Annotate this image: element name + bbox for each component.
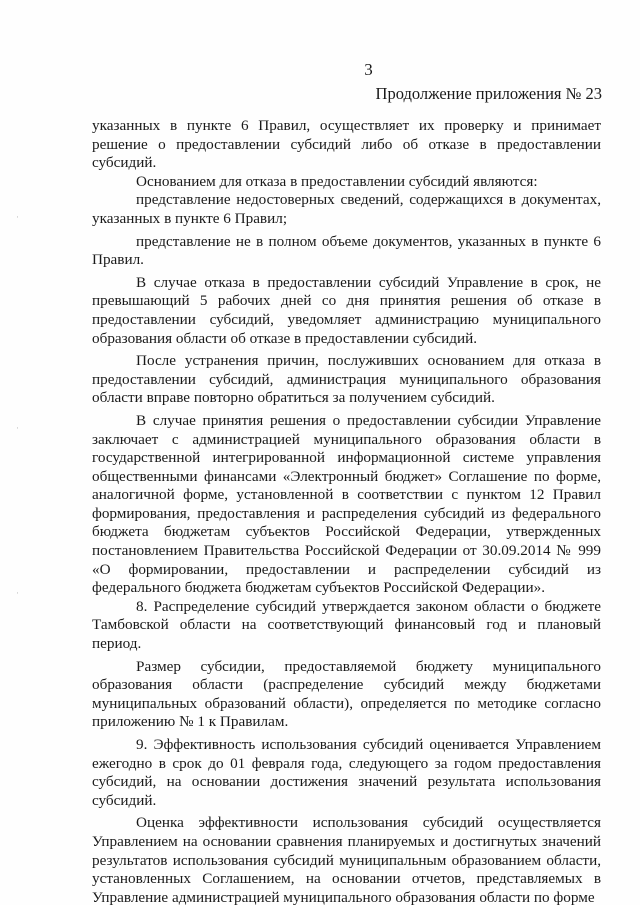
paragraph: 8. Распределение субсидий утверждается законом области о бюджете Тамбовской области на соответствующий финансовый год и плановый период. xyxy=(92,597,601,653)
paragraph: представление не в полном объеме документов, указанных в пункте 6 Правил. xyxy=(92,232,601,269)
paragraph: Размер субсидии, предоставляемой бюджету муниципального образования области (распределение субсидий между бюджетами муниципальных образований области), определяется по методике согласно приложению № 1 к Правилам. xyxy=(92,657,601,731)
paragraph: В случае отказа в предоставлении субсидий Управление в срок, не превышающий 5 рабочих дней со дня принятия решения об отказе в предоставлении субсидий, уведомляет администрацию муниципального образования области об отказе в предоставлении субсидий. xyxy=(92,273,601,347)
paragraph: представление недостоверных сведений, содержащихся в документах, указанных в пункте 6 Правил; xyxy=(92,191,601,227)
paragraph: Оценка эффективности использования субсидий осуществляется Управлением на основании сравнения планируемых и достигнутых значений результатов использования субсидий муниципальным образованием области, установленных Соглашением, на основании отчетов, представляемых в Управление администрацией муниципального образования области по форме xyxy=(92,814,601,906)
paragraph: Основанием для отказа в предоставлении субсидий являются: xyxy=(136,172,538,190)
document-body xyxy=(92,117,601,907)
margin-dot: · xyxy=(16,212,19,222)
margin-dot: · xyxy=(16,423,19,433)
paragraph: В случае принятия решения о предоставлении субсидии Управление заключает с администрацией муниципального образования области в государственной интегрированной информационной системе управления общественными финансами «Электронный бюджет» Соглашение по форме, аналогичной форме, установленной в соответствии с пунктом 12 Правил формирования, предоставления и распределения субсидий из федерального бюджета бюджетам субъектов Российской Федерации, утвержденных постановлением Правительства Российской Федерации от 30.09.2014 № 999 «О формировании, предоставлении и распределении субсидий из федерального бюджета бюджетам субъектов Российской Федерации». xyxy=(92,411,601,597)
margin-dot: · xyxy=(16,588,19,598)
paragraph: 9. Эффективность использования субсидий оценивается Управлением ежегодно в срок до 01 февраля года, следующего за годом предоставления субсидий, на основании достижения значений результата использования субсидий. xyxy=(92,736,601,809)
page-number: 3 xyxy=(364,60,373,79)
paragraph: указанных в пункте 6 Правил, осуществляет их проверку и принимает решение о предоставлении субсидий либо об отказе в предоставлении субсидий. xyxy=(92,117,601,172)
appendix-continuation-header: Продолжение приложения № 23 xyxy=(375,84,602,103)
paragraph: После устранения причин, послуживших основанием для отказа в предоставлении субсидий, администрация муниципального образования области вправе повторно обратиться за получением субсидий. xyxy=(92,352,601,407)
